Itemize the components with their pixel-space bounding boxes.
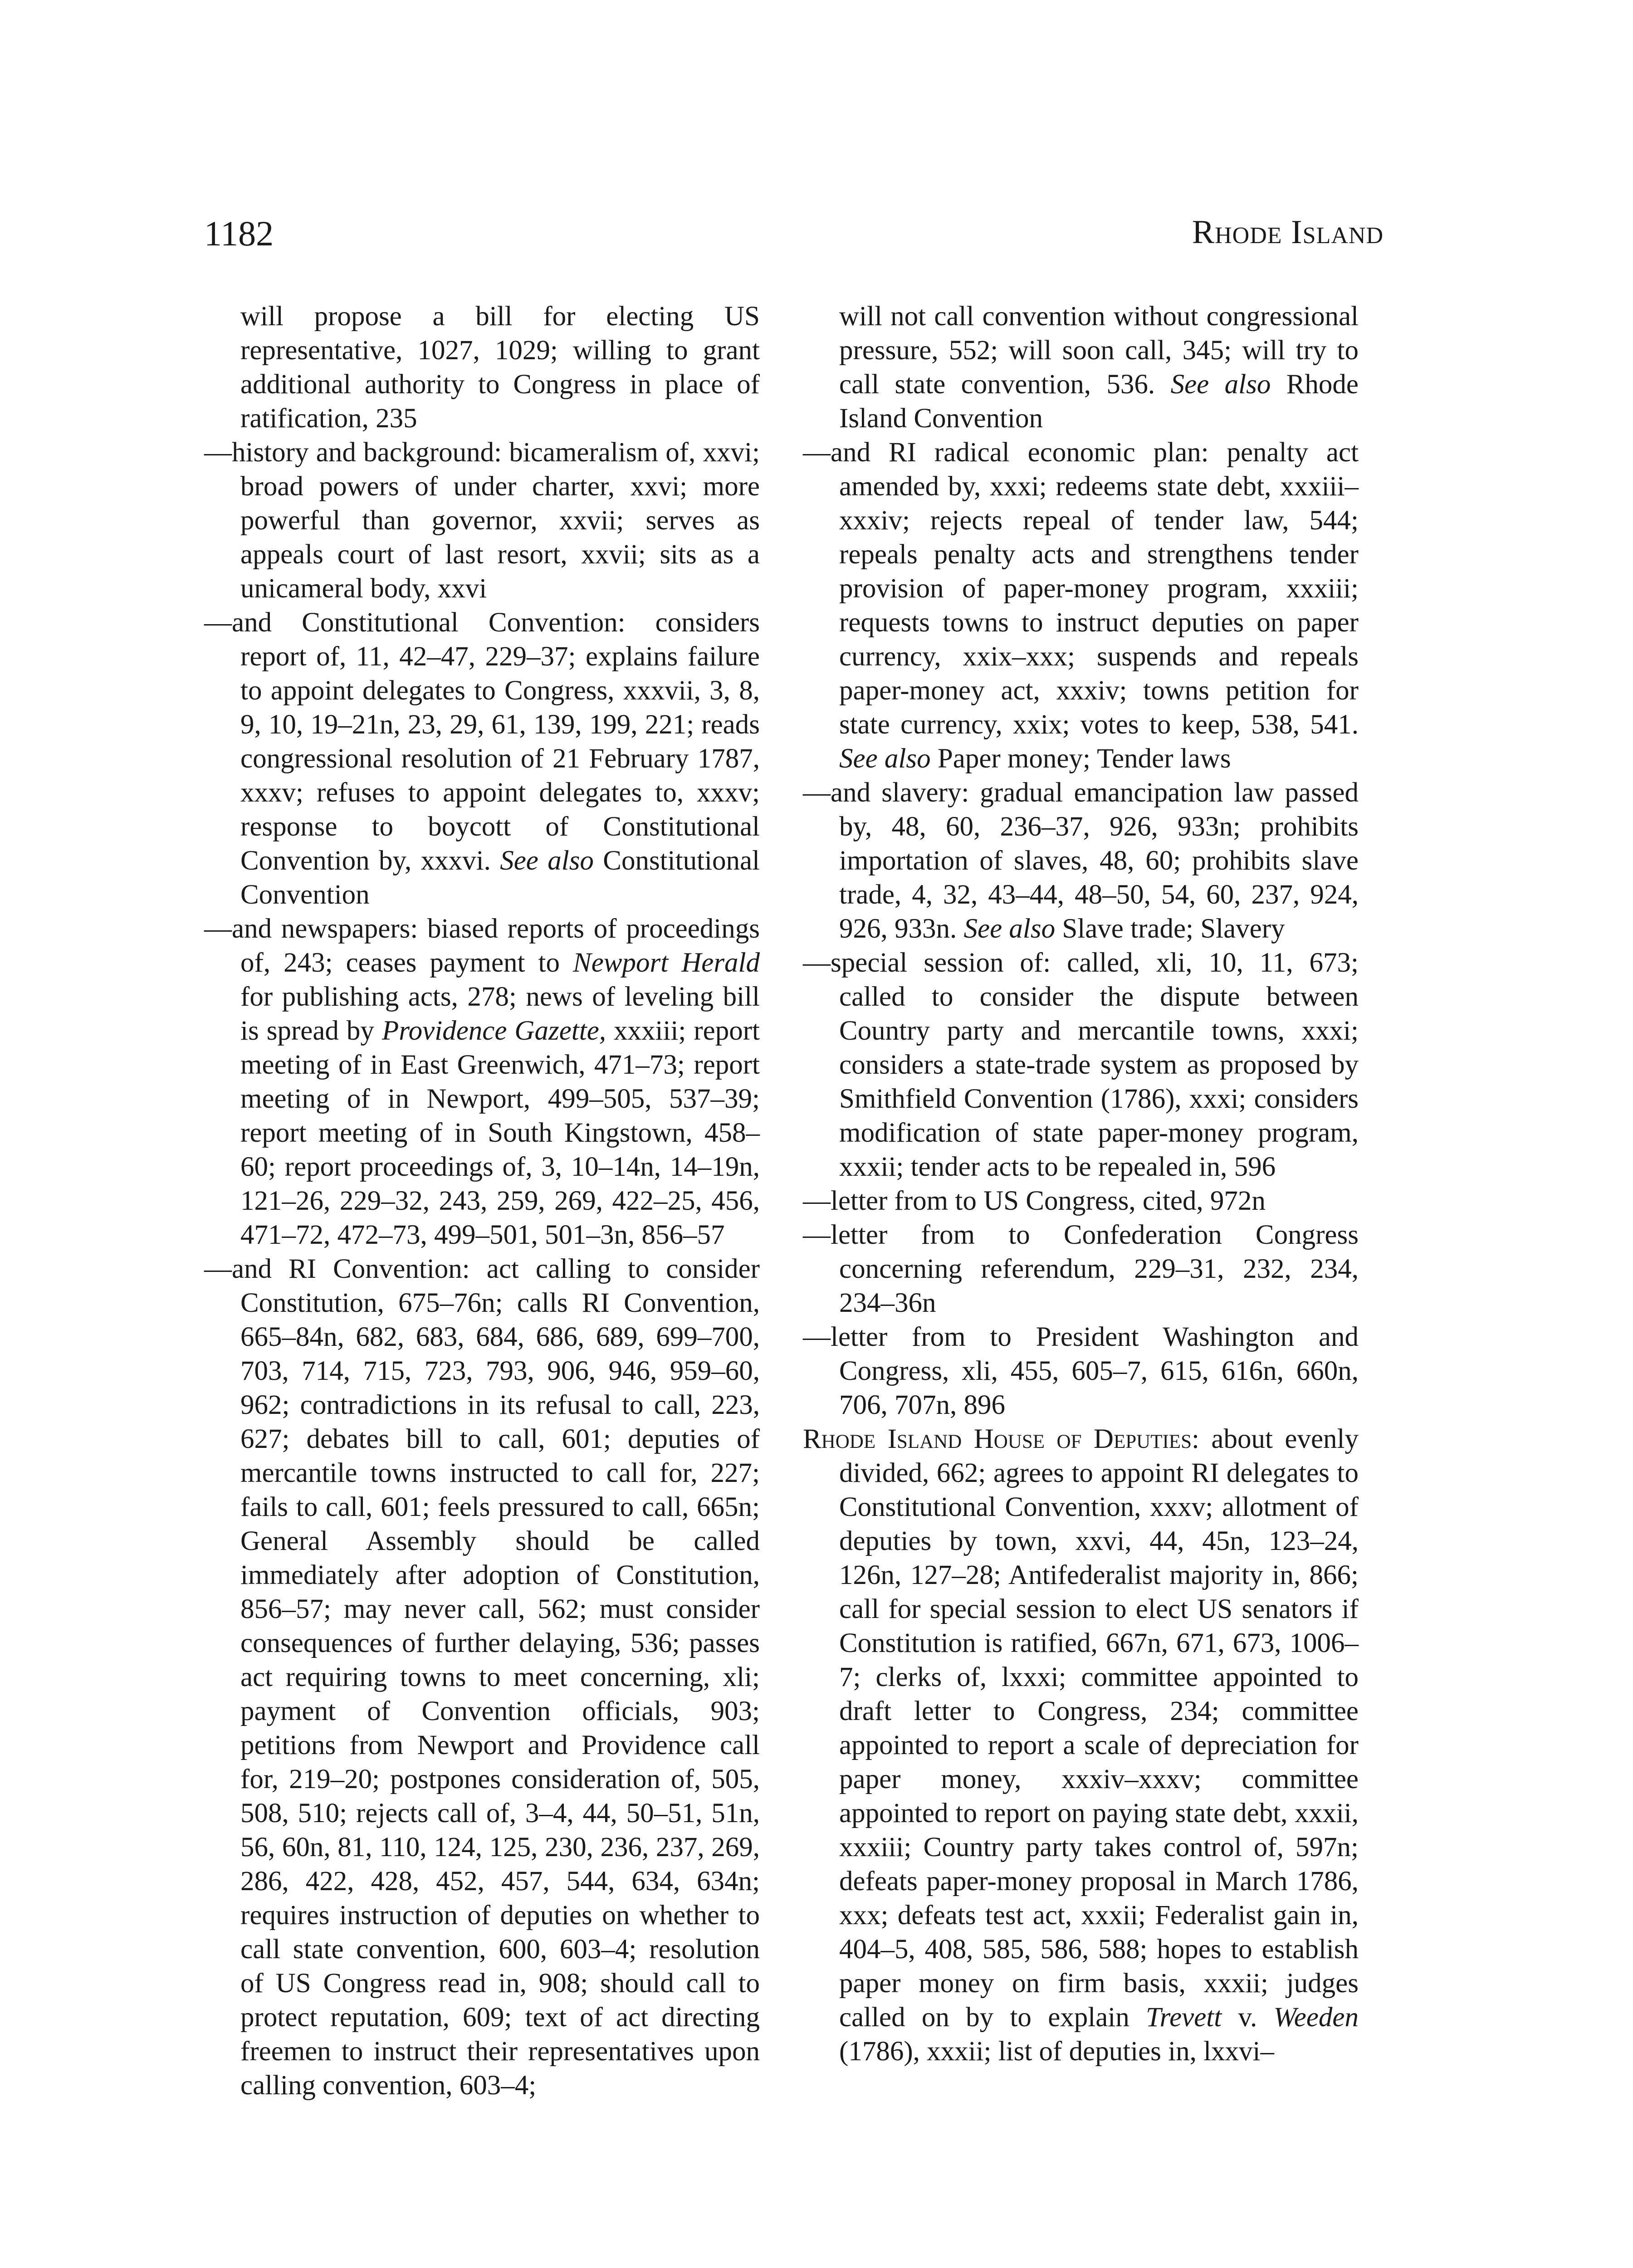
index-main-heading: Rhode Island House of Deputies: about evenly divided, 662; agrees to appoint RI delegates to Constitutional Convention, xxxv; allotment of deputies by town, xxvi, 44, 45n, 123–24, 126n, 127–28; Antifederalist majority in, 866; call for special session to elect US senators if Constitution is ratified, 667n, 671, 673, 1006–7; clerks of, lxxxi; committee appointed to draft letter to Congress, 234; committee appointed to report a scale of depreciation for paper money, xxxiv–xxxv; committee appointed to report on paying state debt, xxxii, xxxiii; Country party takes control of, 597n; defeats paper-money proposal in March 1786, xxx; defeats test act, xxxii; Federalist gain in, 404–5, 408, 585, 586, 588; hopes to establish paper money on firm basis, xxxii; judges called on by to explain Trevett v. Weeden (1786), xxxii; list of deputies in, lxxvi– <box>803 1424 1359 2067</box>
index-subentry: —special session of: called, xli, 10, 11, 673; called to consider the dispute between Country party and mercantile towns, xxxi; considers a state-trade system as proposed by Smithfield Convention (1786), xxxi; considers modification of state paper-money program, xxxii; tender acts to be repealed in, 596 <box>803 948 1359 1182</box>
index-subentry: —and Constitutional Convention: considers report of, 11, 42–47, 229–37; explains failure to appoint delegates to Congress, xxxvii, 3, 8, 9, 10, 19–21n, 23, 29, 61, 139, 199, 221; reads congressional resolution of 21 February 1787, xxxv; refuses to appoint delegates to, xxxv; response to boycott of Constitutional Convention by, xxxvi. See also Constitutional Convention <box>204 607 760 910</box>
index-subentry: —and newspapers: biased reports of proceedings of, 243; ceases payment to Newport Herald for publishing acts, 278; news of leveling bill is spread by Providence Gazette, xxxiii; report meeting of in East Greenwich, 471–73; report meeting of in Newport, 499–505, 537–39; report meeting of in South Kingstown, 458–60; report proceedings of, 3, 10–14n, 14–19n, 121–26, 229–32, 243, 259, 269, 422–25, 456, 471–72, 472–73, 499–501, 501–3n, 856–57 <box>204 914 760 1250</box>
heading-term: Rhode Island House of Deputies <box>803 1424 1192 1454</box>
index-subentry: —and slavery: gradual emancipation law passed by, 48, 60, 236–37, 926, 933n; prohibits importation of slaves, 48, 60; prohibits slave trade, 4, 32, 43–44, 48–50, 54, 60, 237, 924, 926, 933n. See also Slave trade; Slavery <box>803 777 1359 944</box>
index-entry: will not call convention without congressional pressure, 552; will soon call, 345; will try to call state convention, 536. See also Rhode Island Convention <box>839 301 1359 434</box>
index-subentry: —and RI radical economic plan: penalty act amended by, xxxi; redeems state debt, xxxiii–xxxiv; rejects repeal of tender law, 544; repeals penalty acts and strengthens tender provision of paper-money program, xxxiii; requests towns to instruct deputies on paper currency, xxix–xxx; suspends and repeals paper-money act, xxxiv; towns petition for state currency, xxix; votes to keep, 538, 541. See also Paper money; Tender laws <box>803 437 1359 774</box>
index-subentry: —letter from to President Washington and Congress, xli, 455, 605–7, 615, 616n, 660n, 706, 707n, 896 <box>803 1322 1359 1420</box>
index-subentry: —history and background: bicameralism of, xxvi; broad powers of under charter, xxvi; more powerful than governor, xxvii; serves as appeals court of last resort, xxvii; sits as a unicameral body, xxvi <box>204 437 760 604</box>
index-entry: will propose a bill for electing US representative, 1027, 1029; willing to grant additional authority to Congress in place of ratification, 235 <box>240 301 760 434</box>
index-subentry: —and RI Convention: act calling to consider Constitution, 675–76n; calls RI Convention, 665–84n, 682, 683, 684, 686, 689, 699–700, 703, 714, 715, 723, 793, 906, 946, 959–60, 962; contradictions in its refusal to call, 223, 627; debates bill to call, 601; deputies of mercantile towns instructed to call for, 227; fails to call, 601; feels pressured to call, 665n; General Assembly should be called immediately after adoption of Constitution, 856–57; may never call, 562; must consider consequences of further delaying, 536; passes act requiring towns to meet concerning, xli; payment of Convention officials, 903; petitions from Newport and Providence call for, 219–20; postpones consideration of, 505, 508, 510; rejects call of, 3–4, 44, 50–51, 51n, 56, 60n, 81, 110, 124, 125, 230, 236, 237, 269, 286, 422, 428, 452, 457, 544, 634, 634n; requires instruction of deputies on whether to call state convention, 600, 603–4; resolution of US Congress read in, 908; should call to protect reputation, 609; text of act directing freemen to instruct their representatives upon calling convention, 603–4; <box>204 1254 760 2101</box>
page-header <box>204 213 1384 263</box>
page-number: 1182 <box>204 214 274 253</box>
index-subentry: —letter from to US Congress, cited, 972n <box>803 1186 1266 1216</box>
running-head: Rhode Island <box>1192 214 1384 251</box>
right-column <box>803 299 1359 2068</box>
index-subentry: —letter from to Confederation Congress concerning referendum, 229–31, 232, 234, 234–36n <box>803 1220 1359 1318</box>
left-column <box>204 299 760 2102</box>
